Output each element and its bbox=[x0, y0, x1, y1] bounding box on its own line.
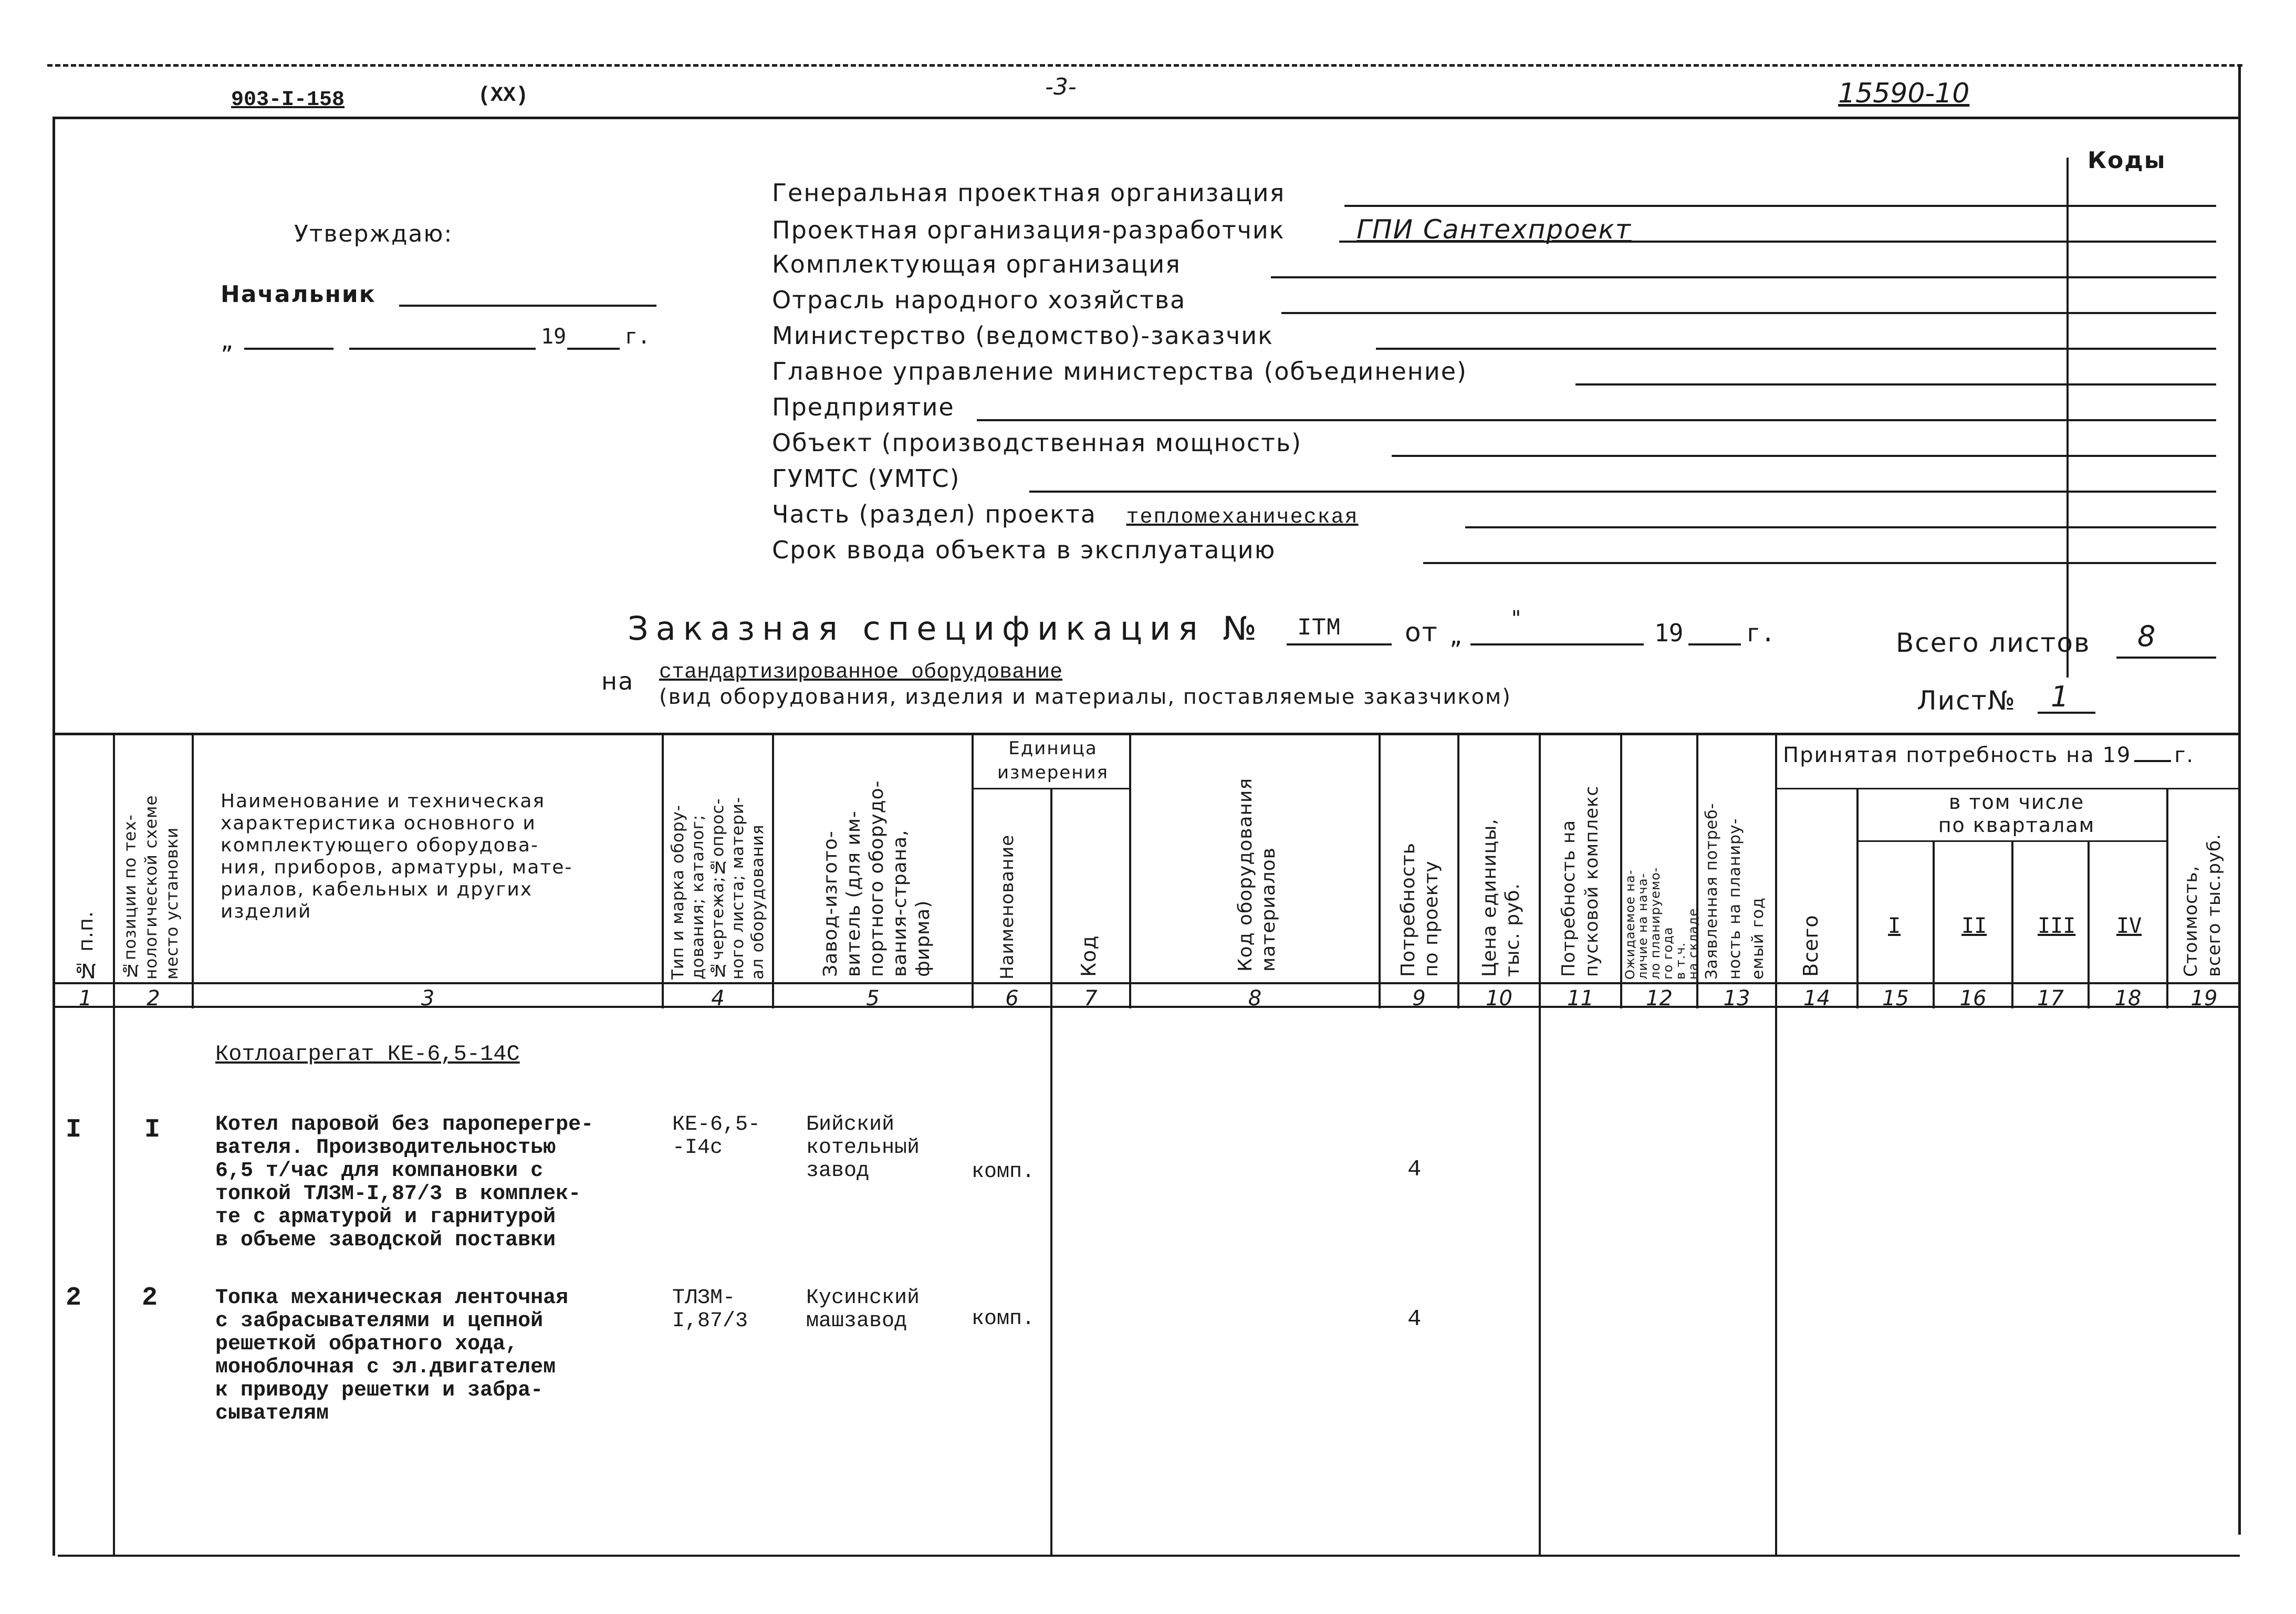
spec-year-line bbox=[1688, 643, 1741, 645]
row-type: ТЛЗМ- I,87/3 bbox=[672, 1286, 748, 1333]
header-accepted-label: Принятая потребность на 19 bbox=[1783, 743, 2132, 767]
col-number: 5 bbox=[866, 986, 880, 1011]
header-accepted-suffix: г. bbox=[2174, 743, 2195, 767]
approval-year-suffix: г. bbox=[625, 325, 651, 349]
fill-line bbox=[1575, 383, 2216, 386]
fill-line bbox=[1423, 562, 2216, 564]
total-sheets-value: 8 bbox=[2137, 620, 2156, 653]
col-line bbox=[1129, 733, 1131, 1008]
header-type-brand: Тип и марка обору- дования; каталог; №чертежа;№опрос- ного листа; матери- ал оборудования bbox=[669, 796, 767, 980]
header-q3: III bbox=[2038, 914, 2076, 938]
row-qty: 4 bbox=[1407, 1306, 1422, 1332]
field-label: Предприятие bbox=[772, 393, 955, 421]
row-unit: комп. bbox=[972, 1307, 1035, 1331]
fill-line bbox=[977, 419, 2216, 421]
col-line bbox=[1775, 733, 1777, 1555]
field-supplier-org bbox=[772, 250, 1181, 282]
header-q4: IV bbox=[2116, 914, 2142, 938]
col-line bbox=[2166, 788, 2168, 1008]
doc-series: 903-I-158 bbox=[231, 88, 345, 112]
col-line bbox=[2088, 840, 2090, 1008]
field-project-part bbox=[772, 500, 1359, 532]
approval-date-open-quote: „ bbox=[221, 330, 234, 354]
fill-line bbox=[1344, 205, 2216, 207]
table-top-line bbox=[53, 733, 2240, 735]
approval-year: 19 bbox=[541, 325, 567, 349]
sheet-line bbox=[2038, 712, 2095, 714]
spec-on-label: на bbox=[601, 667, 634, 695]
col-line bbox=[662, 733, 664, 1008]
fill-line bbox=[1465, 526, 2216, 528]
col-line bbox=[772, 733, 774, 1008]
col-number: 17 bbox=[2037, 986, 2064, 1011]
spec-from-label: от bbox=[1405, 617, 1438, 648]
col-line bbox=[1457, 733, 1459, 1008]
chief-signature-line bbox=[399, 305, 656, 307]
row-position: 2 bbox=[142, 1283, 158, 1313]
field-main-directorate bbox=[772, 357, 1467, 389]
row-name: Топка механическая ленточная с забрасывателями и цепной решеткой обратного хода, моноблочная с эл.двигателем к приводу решетки и забра- сывателям bbox=[215, 1286, 569, 1425]
col-number: 19 bbox=[2190, 986, 2218, 1011]
col-number: 9 bbox=[1412, 986, 1426, 1011]
field-label: Срок ввода объекта в эксплуатацию bbox=[772, 536, 1276, 564]
frame-bottom bbox=[58, 1555, 2240, 1557]
total-sheets-label: Всего листов bbox=[1896, 628, 2091, 658]
frame-right bbox=[2238, 64, 2241, 1535]
row-unit: комп. bbox=[972, 1160, 1035, 1184]
fill-line bbox=[1392, 455, 2216, 457]
field-label: Генеральная проектная организация bbox=[772, 179, 1286, 207]
row-position: I bbox=[144, 1115, 161, 1145]
field-label: Объект (производственная мощность) bbox=[772, 429, 1302, 457]
spec-day-line bbox=[1470, 643, 1644, 645]
field-label: Комплектующая организация bbox=[772, 250, 1181, 278]
col-number: 12 bbox=[1646, 986, 1673, 1011]
col-line bbox=[1933, 840, 1935, 1008]
col-line bbox=[1050, 788, 1052, 1555]
header-unit-code: Код bbox=[1077, 935, 1100, 977]
header-total: Всего bbox=[1799, 914, 1822, 977]
row-name: Котел паровой без пароперегре- вателя. Производительностью 6,5 т/час для компановки с топкой ТЛЗМ-I,87/3 в комплек- те с арматурой и гарнитурой в объеме заводской поставки bbox=[215, 1113, 594, 1252]
header-unit-name: Наименование bbox=[997, 834, 1018, 980]
col-line bbox=[1539, 733, 1541, 1555]
fill-line bbox=[1339, 241, 2216, 243]
accepted-group-line bbox=[1775, 788, 2240, 789]
codes-label: Коды bbox=[2088, 147, 2166, 174]
header-equipment-code: Код оборудования материалов bbox=[1235, 777, 1279, 972]
field-object bbox=[772, 429, 1302, 460]
colnum-top-line bbox=[53, 982, 2240, 984]
col-number: 15 bbox=[1882, 986, 1909, 1011]
col-number: 3 bbox=[421, 986, 435, 1011]
field-label: Проектная организация-разработчик bbox=[772, 216, 1285, 244]
spec-title: Заказная спецификация № bbox=[628, 609, 1264, 648]
header-startup-need: Потребность на пусковой комплекс bbox=[1558, 785, 1602, 977]
field-value: ГПИ Сантехпроект bbox=[1356, 214, 1632, 245]
album-number: (XX) bbox=[478, 84, 529, 108]
col-number: 7 bbox=[1084, 986, 1098, 1011]
row-maker: Кусинский машзавод bbox=[806, 1286, 920, 1333]
row-number: I bbox=[66, 1115, 82, 1145]
field-gumts bbox=[772, 464, 960, 496]
header-manufacturer: Завод-изгото- витель (для им- портного оборудо- вания-страна, фирма) bbox=[820, 780, 934, 977]
field-ministry bbox=[772, 321, 1274, 353]
col-line bbox=[113, 733, 115, 1555]
fill-line bbox=[1281, 312, 2216, 314]
col-number: 4 bbox=[711, 986, 725, 1011]
sheet-label: Лист№ bbox=[1917, 685, 2016, 716]
field-enterprise bbox=[772, 393, 955, 424]
fill-line bbox=[1029, 491, 2216, 493]
header-project-need: Потребность по проекту bbox=[1397, 842, 1442, 977]
header-declared-need: Заявленная потреб- ность на планиру- емый год bbox=[1703, 803, 1767, 980]
header-row-number: № п.п. bbox=[74, 911, 97, 982]
approval-title: Утверждаю: bbox=[294, 221, 453, 247]
header-accepted-year-line bbox=[2134, 760, 2171, 762]
field-industry bbox=[772, 286, 1186, 317]
inventory-number: 15590-10 bbox=[1838, 78, 1970, 109]
field-label: Отрасль народного хозяйства bbox=[772, 286, 1186, 314]
col-line bbox=[1379, 733, 1381, 1008]
col-line bbox=[1620, 733, 1622, 1008]
field-label: Часть (раздел) проекта bbox=[772, 500, 1097, 528]
header-quarters-group: в том числе по кварталам bbox=[1938, 790, 2095, 837]
header-position: №позиции по тех- нологической схеме место установки bbox=[121, 795, 182, 980]
header-unit-group: Единица измерения bbox=[997, 738, 1109, 783]
header-name-description: Наименование и техническая характеристика основного и комплектующего оборудова- ния, приборов, арматуры, мате- риалов, кабельных и других изделий bbox=[221, 790, 573, 922]
col-line bbox=[1856, 788, 1859, 1008]
col-number: 6 bbox=[1005, 986, 1019, 1011]
spec-on-hint: (вид оборудования, изделия и материалы, поставляемые заказчиком) bbox=[659, 685, 1511, 709]
field-commission-date bbox=[772, 536, 1276, 567]
field-value: тепломеханическая bbox=[1126, 506, 1359, 529]
col-line bbox=[972, 733, 974, 1008]
col-line bbox=[2011, 840, 2013, 1008]
field-label: Главное управление министерства (объединение) bbox=[772, 357, 1468, 386]
spec-on-value: стандартизированное оборудование bbox=[659, 661, 1063, 684]
row-type: КЕ-6,5- -I4с bbox=[672, 1113, 761, 1160]
header-expected-stock: Ожидаемое на- личие на нача- ло планируемо- го года в т.ч. на складе bbox=[1623, 867, 1700, 980]
header-q1: I bbox=[1888, 914, 1901, 938]
frame-left bbox=[53, 117, 55, 1556]
field-general-org bbox=[772, 179, 1285, 210]
header-accepted-group bbox=[1783, 743, 2194, 767]
col-number: 14 bbox=[1803, 986, 1830, 1011]
row-maker: Бийский котельный завод bbox=[806, 1113, 920, 1183]
top-trim-line bbox=[47, 64, 2242, 67]
section-title: Котлоагрегат КЕ-6,5-14С bbox=[215, 1042, 520, 1067]
codes-column-divider bbox=[2067, 158, 2069, 678]
header-q2: II bbox=[1961, 914, 1987, 938]
frame-top bbox=[53, 117, 2240, 119]
row-qty: 4 bbox=[1407, 1157, 1422, 1183]
spec-date-open-quote: „ bbox=[1449, 625, 1463, 649]
fill-line bbox=[1271, 276, 2216, 278]
col-number: 1 bbox=[78, 986, 92, 1011]
header-cost-total: Стоимость, всего тыс.руб. bbox=[2180, 834, 2225, 977]
col-number: 8 bbox=[1248, 986, 1262, 1011]
spec-year: 19 bbox=[1654, 619, 1684, 647]
spec-year-suffix: г. bbox=[1746, 619, 1776, 647]
sheet-value: 1 bbox=[2051, 680, 2069, 713]
approval-day-line bbox=[244, 348, 333, 350]
spec-date-close-quote: " bbox=[1510, 607, 1523, 631]
row-number: 2 bbox=[66, 1283, 82, 1313]
page-number: -3- bbox=[1045, 74, 1077, 100]
col-number: 11 bbox=[1567, 986, 1594, 1011]
col-number: 2 bbox=[147, 986, 160, 1011]
approval-year-line bbox=[567, 348, 620, 350]
field-label: Министерство (ведомство)-заказчик bbox=[772, 321, 1274, 350]
chief-label: Начальник bbox=[221, 281, 376, 308]
approval-month-line bbox=[349, 348, 536, 350]
col-number: 13 bbox=[1723, 986, 1750, 1011]
spec-number-line bbox=[1287, 643, 1392, 645]
col-number: 10 bbox=[1486, 986, 1512, 1011]
total-sheets-line bbox=[2116, 657, 2216, 659]
col-line bbox=[192, 733, 194, 1008]
fill-line bbox=[1376, 348, 2216, 350]
col-number: 16 bbox=[1959, 986, 1987, 1011]
spec-number: ITM bbox=[1297, 615, 1341, 642]
field-label: ГУМТС (УМТС) bbox=[772, 464, 961, 493]
header-unit-price: Цена единицы, тыс. руб. bbox=[1479, 818, 1523, 977]
col-number: 18 bbox=[2114, 986, 2142, 1011]
